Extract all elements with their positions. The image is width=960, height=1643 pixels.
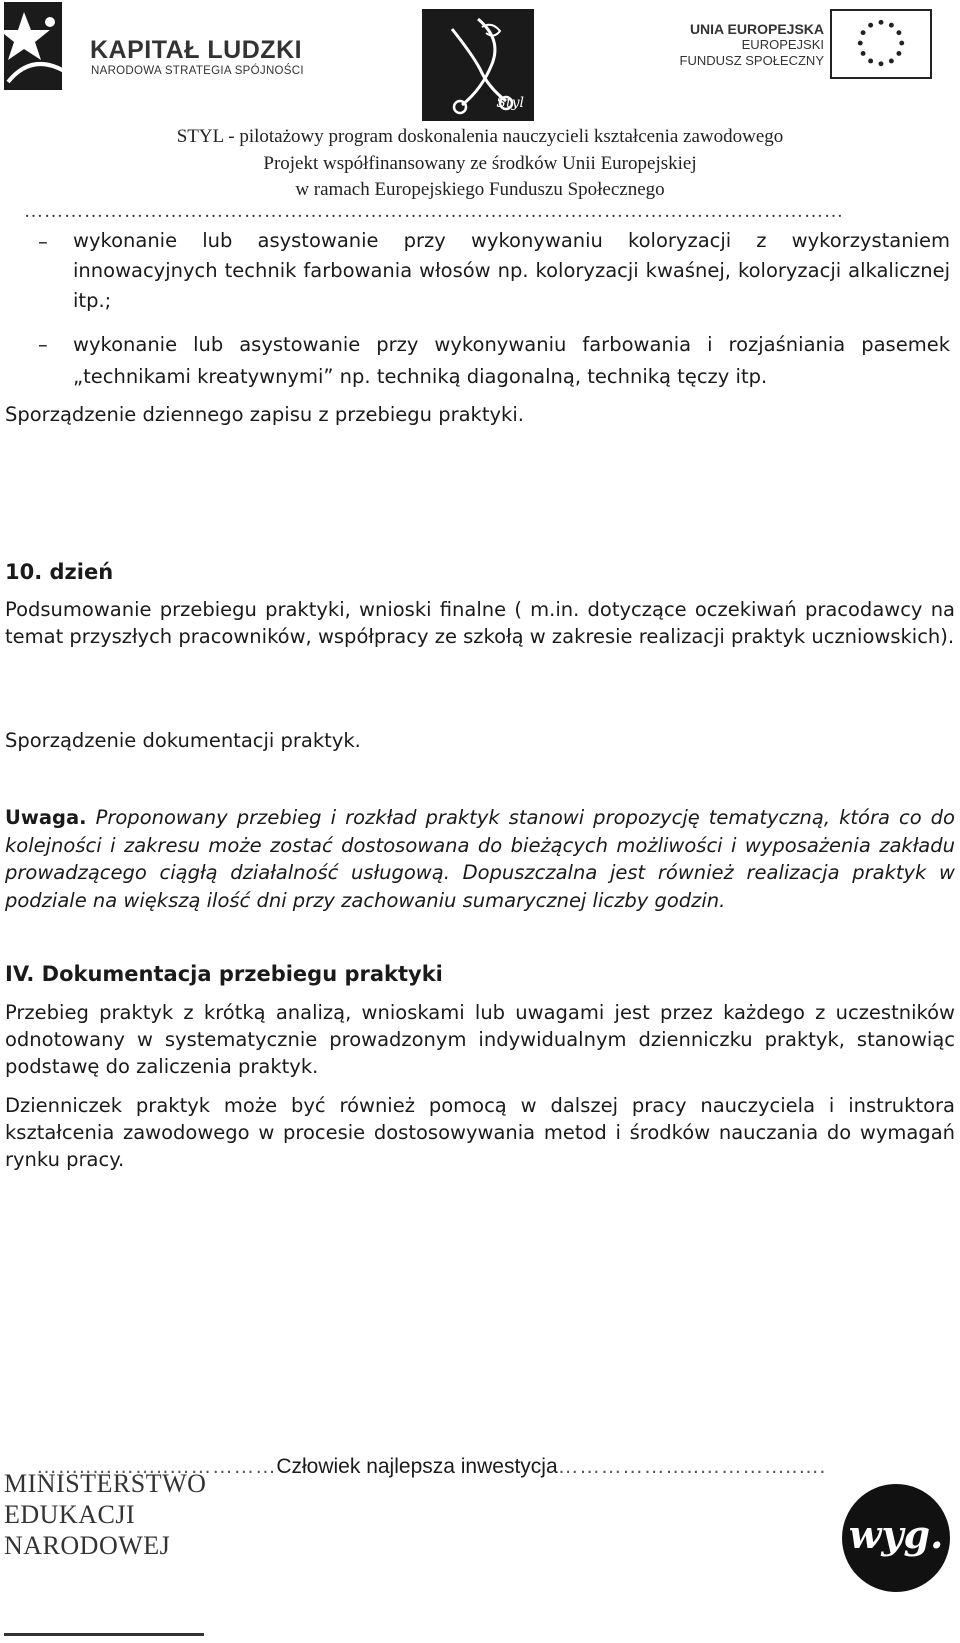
eu-fund-label-1: EUROPEJSKI: [741, 37, 824, 52]
remark-paragraph: [5, 804, 955, 914]
kapital-ludzki-emblem-icon: [4, 2, 74, 90]
bullet-item-koloryzacja: [0, 226, 950, 316]
kapital-ludzki-logo: [4, 2, 304, 92]
kapital-ludzki-subtitle: NARODOWA STRATEGIA SPÓJNOŚCI: [91, 65, 304, 77]
eu-flag-icon: [830, 9, 932, 79]
project-line-1: STYL - pilotażowy program doskonalenia nauczycieli kształcenia zawodowego: [176, 126, 784, 147]
remark-label: Uwaga.: [5, 806, 87, 829]
eu-fund-label-2: FUNDUSZ SPOŁECZNY: [679, 53, 824, 68]
documentation-note: [5, 727, 955, 755]
styl-logo-text: Styl: [496, 95, 524, 111]
day-10-title: 10. dzień: [5, 560, 114, 584]
footer-dots-left: ……..………..……………: [36, 1455, 277, 1478]
kapital-ludzki-title: KAPITAŁ LUDZKI: [90, 36, 303, 64]
men-logo-line-1: MINISTERSTWO: [4, 1469, 207, 1498]
project-line-2: Projekt współfinansowany ze środków Unii Europejskiej: [263, 152, 697, 174]
styl-logo: [422, 9, 534, 121]
men-logo-line-3: NARODOWEJ: [4, 1531, 171, 1560]
footer-slogan: Człowiek najlepsza inwestycja: [276, 1455, 558, 1478]
bullet-item-farbowanie: [0, 329, 950, 393]
eu-logo-text: [680, 21, 824, 69]
bullet-dash: –: [38, 333, 48, 356]
project-line-3: w ramach Europejskiego Funduszu Społecznego: [295, 179, 665, 200]
section-iv-title: IV. Dokumentacja przebiegu praktyki: [5, 962, 443, 986]
footer-dots-right: ………………..…………..….: [557, 1455, 826, 1478]
remark-text: Proponowany przebieg i rozkład praktyk stanowi propozycję tematyczną, która co do kolejności i zakresu może zostać dostosowana do bieżących możliwości i wyposażenia zakładu prowadzącego ciągłą działalność usługową. Dopuszczalna jest również realizacja praktyk w podziale na większą ilość dni przy zachowaniu sumarycznej liczby godzin.: [5, 806, 955, 912]
section-iv-text-2: Dzienniczek praktyk może być również pomocą w dalszej pracy nauczyciela i instruktora kształcenia zawodowego w procesie dostosowywania metod i środków nauczania do wymagań rynku pracy.: [5, 1094, 955, 1171]
header-dotted-separator: ……………………………………………………………………………………………………………: [24, 201, 844, 222]
section-iv-text-1: Przebieg praktyk z krótką analizą, wnioskami lub uwagami jest przez każdego z uczestników odnotowany w systematycznie prowadzonym indywidualnym dzienniczku praktyk, stanowiąc podstawę do zaliczenia praktyk.: [5, 1001, 955, 1078]
project-header: [0, 124, 960, 204]
bullet-text: wykonanie lub asystowanie przy wykonywaniu farbowania i rozjaśniania pasemek „technikami kreatywnymi” np. techniką diagonalną, techniką tęczy itp.: [73, 333, 950, 388]
section-iv-heading: [5, 960, 955, 988]
documentation-text: Sporządzenie dokumentacji praktyk.: [5, 729, 361, 752]
day-10-section: [5, 596, 955, 650]
men-logo-underline: [4, 1633, 204, 1636]
day-10-text: Podsumowanie przebiegu praktyki, wnioski finalne ( m.in. dotyczące oczekiwań pracodawcy na temat przyszłych pracowników, współpracy ze szkołą w zakresie realizacji praktyk uczniowskich).: [5, 598, 955, 648]
eu-union-label: UNIA EUROPEJSKA: [689, 21, 824, 37]
section-iv-paragraph-1: [5, 999, 955, 1080]
daily-record-text: Sporządzenie dziennego zapisu z przebiegu praktyki.: [5, 403, 524, 426]
men-logo-line-2: EDUKACJI: [4, 1500, 136, 1529]
eu-logo: [672, 9, 932, 83]
men-logo: [4, 1468, 244, 1561]
wyg-logo-text: wyg.: [848, 1512, 944, 1557]
bullet-text: wykonanie lub asystowanie przy wykonywaniu koloryzacji z wykorzystaniem innowacyjnych technik farbowania włosów np. koloryzacji kwaśnej, koloryzacji alkalicznej itp.;: [73, 229, 950, 312]
wyg-logo: [842, 1484, 950, 1592]
bullet-dash: –: [38, 230, 48, 253]
section-iv-paragraph-2: [5, 1092, 955, 1173]
day-10-heading: [5, 558, 955, 586]
daily-record-note: [5, 401, 955, 429]
